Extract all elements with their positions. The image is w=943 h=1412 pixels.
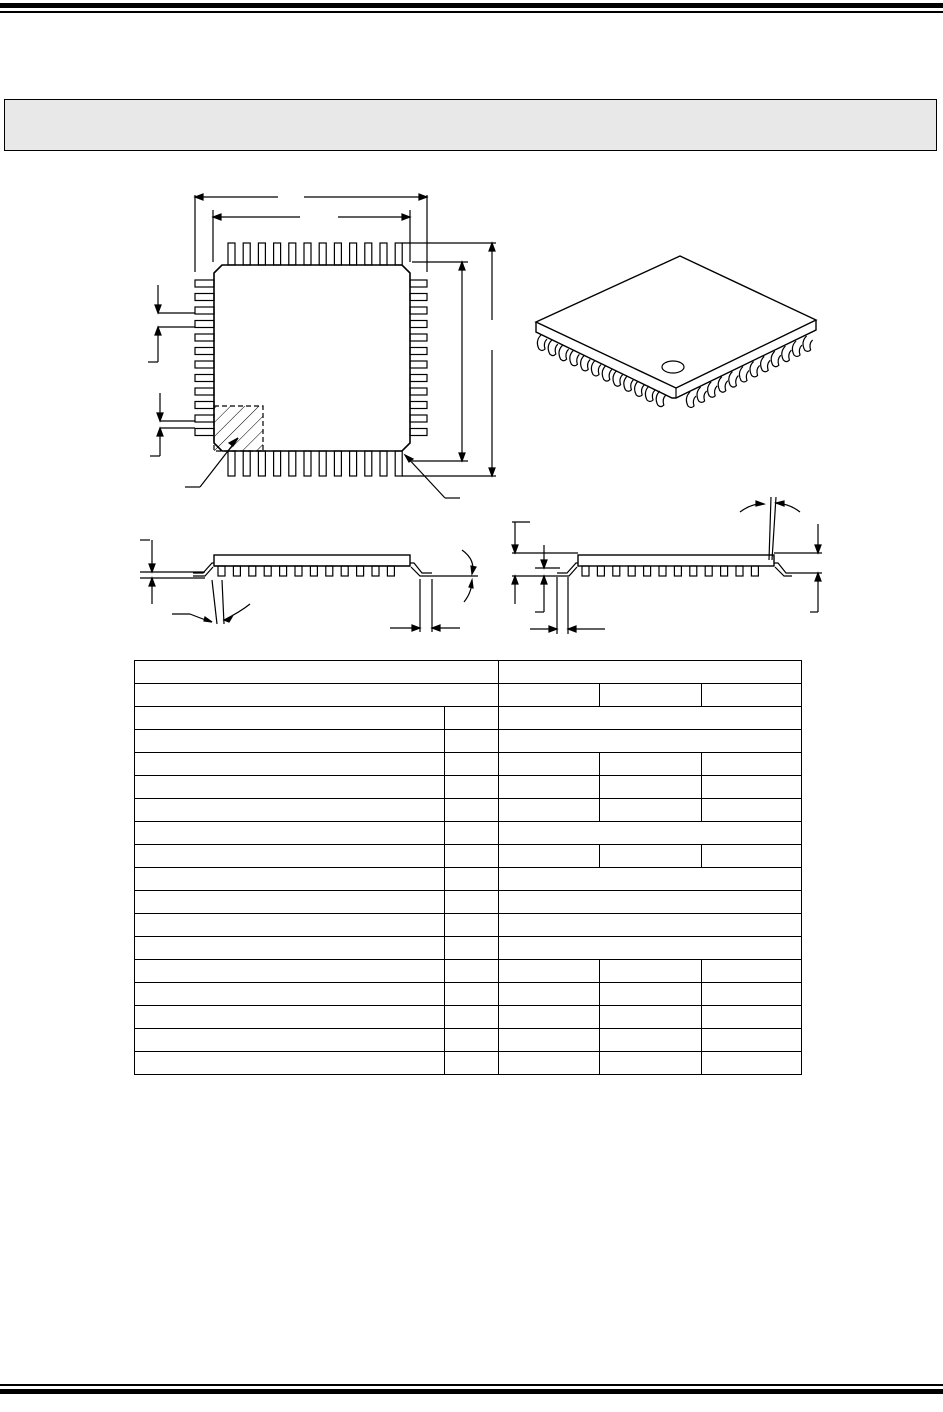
right-pin <box>410 307 427 314</box>
dimension-name-cell <box>135 730 445 753</box>
dimension-symbol-cell <box>445 753 499 776</box>
iso-pin-right <box>739 367 749 383</box>
side-pin <box>613 566 620 576</box>
top-thin-rule <box>0 11 943 13</box>
dimension-nom-cell <box>600 799 702 822</box>
package-drawing <box>0 160 943 640</box>
table-row <box>135 845 802 868</box>
table-row <box>135 707 802 730</box>
left-pin <box>195 429 214 436</box>
bottom-pin <box>274 451 281 476</box>
dimension-min-cell <box>499 983 600 1006</box>
header-units-cell <box>499 661 802 684</box>
header-min-cell <box>499 684 600 707</box>
table-row <box>135 1052 802 1075</box>
left-pin <box>195 307 214 314</box>
dimension-nom-cell <box>600 1029 702 1052</box>
left-pin <box>195 321 214 328</box>
top-pin <box>243 243 250 265</box>
dimension-max-cell <box>702 960 802 983</box>
top-pin <box>289 243 296 265</box>
table-row <box>135 868 802 891</box>
side-pin <box>659 566 666 576</box>
dimension-value-cell <box>499 868 802 891</box>
dimension-value-cell <box>499 707 802 730</box>
iso-pin-right <box>697 387 707 403</box>
top-pin <box>319 243 326 265</box>
title-banner <box>4 99 937 151</box>
dimension-symbol-cell <box>445 776 499 799</box>
right-pin <box>410 321 427 328</box>
header-label-cell <box>135 661 499 684</box>
bottom-pin <box>365 451 372 476</box>
dimension-name-cell <box>135 822 445 845</box>
left-pin <box>195 375 214 382</box>
side-pin <box>751 566 758 576</box>
table-row <box>135 730 802 753</box>
dimension-max-cell <box>702 1029 802 1052</box>
side-pin <box>341 566 348 576</box>
dimension-value-cell <box>499 730 802 753</box>
dimension-symbol-cell <box>445 822 499 845</box>
dimension-name-cell <box>135 983 445 1006</box>
left-pin <box>195 294 214 301</box>
side-pin <box>721 566 728 576</box>
iso-pin-right <box>729 372 739 388</box>
bottom-pin <box>258 451 265 476</box>
dimension-name-cell <box>135 776 445 799</box>
iso-pin-right <box>782 346 792 362</box>
bottom-thin-rule <box>0 1384 943 1386</box>
dimension-max-cell <box>702 753 802 776</box>
side-pin <box>264 566 271 576</box>
left-pin <box>195 361 214 368</box>
bottom-pin <box>243 451 250 476</box>
iso-pin-right <box>771 351 781 367</box>
side-pin <box>628 566 635 576</box>
side-pin <box>233 566 240 576</box>
side-pin <box>357 566 364 576</box>
dimension-symbol-cell <box>445 1029 499 1052</box>
table-row <box>135 799 802 822</box>
dimension-symbol-cell <box>445 845 499 868</box>
dimension-nom-cell <box>600 983 702 1006</box>
dimension-name-cell <box>135 1052 445 1075</box>
table-row <box>135 891 802 914</box>
dimension-symbol-cell <box>445 914 499 937</box>
dimension-name-cell <box>135 960 445 983</box>
table-row <box>135 914 802 937</box>
side-pin <box>674 566 681 576</box>
table-row <box>135 937 802 960</box>
right-pin <box>410 415 427 422</box>
dimension-name-cell <box>135 799 445 822</box>
header-nom-cell <box>600 684 702 707</box>
top-pin <box>395 243 402 265</box>
side-pin <box>387 566 394 576</box>
dimension-name-cell <box>135 1006 445 1029</box>
package-side-view-left <box>140 540 478 632</box>
dimension-min-cell <box>499 753 600 776</box>
left-pin <box>195 388 214 395</box>
right-pin <box>410 402 427 409</box>
iso-pin-right <box>686 392 696 408</box>
dimension-symbol-cell <box>445 707 499 730</box>
table-row <box>135 822 802 845</box>
iso-pin-right <box>803 336 813 352</box>
side-pin <box>295 566 302 576</box>
dimension-symbol-cell <box>445 983 499 1006</box>
dimension-nom-cell <box>600 776 702 799</box>
side-pin <box>597 566 604 576</box>
dimension-min-cell <box>499 1052 600 1075</box>
table-row <box>135 960 802 983</box>
bottom-thick-rule <box>0 1389 943 1394</box>
header-limits-label-cell <box>135 684 499 707</box>
table-row <box>135 1029 802 1052</box>
dimension-max-cell <box>702 799 802 822</box>
table-row <box>135 776 802 799</box>
left-pin <box>195 280 214 287</box>
bottom-pin <box>289 451 296 476</box>
right-pin <box>410 375 427 382</box>
side-pin <box>644 566 651 576</box>
table-row <box>135 1006 802 1029</box>
left-pin <box>195 402 214 409</box>
package-top-view <box>148 194 496 498</box>
dimension-max-cell <box>702 845 802 868</box>
top-pin <box>380 243 387 265</box>
dimension-symbol-cell <box>445 937 499 960</box>
dimension-min-cell <box>499 845 600 868</box>
dimension-name-cell <box>135 891 445 914</box>
side-pin <box>280 566 287 576</box>
left-pin <box>195 348 214 355</box>
top-pin <box>304 243 311 265</box>
side-pin <box>326 566 333 576</box>
side-pin <box>310 566 317 576</box>
dimension-name-cell <box>135 1029 445 1052</box>
iso-pin-right <box>750 361 760 377</box>
side-pin <box>705 566 712 576</box>
dimension-min-cell <box>499 1029 600 1052</box>
bottom-pin <box>228 451 235 476</box>
dimension-value-cell <box>499 914 802 937</box>
dimension-nom-cell <box>600 960 702 983</box>
bottom-pin <box>380 451 387 476</box>
dimension-symbol-cell <box>445 799 499 822</box>
bottom-pin <box>304 451 311 476</box>
dimension-value-cell <box>499 937 802 960</box>
top-pin <box>365 243 372 265</box>
package-side-view-right <box>512 497 822 634</box>
dimension-min-cell <box>499 960 600 983</box>
dimension-name-cell <box>135 937 445 960</box>
dimension-max-cell <box>702 983 802 1006</box>
header-max-cell <box>702 684 802 707</box>
iso-pin-right <box>708 382 718 398</box>
dimension-symbol-cell <box>445 1006 499 1029</box>
right-pin <box>410 348 427 355</box>
bottom-pin <box>319 451 326 476</box>
bottom-pin <box>350 451 357 476</box>
dimension-name-cell <box>135 707 445 730</box>
package-isometric-view <box>536 256 816 408</box>
dimension-symbol-cell <box>445 960 499 983</box>
table-row <box>135 983 802 1006</box>
dimension-name-cell <box>135 914 445 937</box>
dimension-nom-cell <box>600 845 702 868</box>
dimension-name-cell <box>135 753 445 776</box>
dimension-min-cell <box>499 776 600 799</box>
dimension-table <box>134 660 802 1075</box>
table-header-row <box>135 661 802 684</box>
dimension-value-cell <box>499 822 802 845</box>
dimension-symbol-cell <box>445 730 499 753</box>
left-pin <box>195 415 214 422</box>
bottom-pin <box>395 451 402 476</box>
top-pin <box>350 243 357 265</box>
iso-pin-right <box>792 341 802 357</box>
right-pin <box>410 334 427 341</box>
right-pin <box>410 429 427 436</box>
dimension-value-cell <box>499 891 802 914</box>
dimension-symbol-cell <box>445 1052 499 1075</box>
left-pin <box>195 334 214 341</box>
right-pin <box>410 361 427 368</box>
side-pin <box>690 566 697 576</box>
dimension-name-cell <box>135 868 445 891</box>
dimension-max-cell <box>702 1006 802 1029</box>
dimension-nom-cell <box>600 753 702 776</box>
dimension-min-cell <box>499 799 600 822</box>
side-pin <box>372 566 379 576</box>
top-pin <box>334 243 341 265</box>
table-row <box>135 753 802 776</box>
top-pin <box>274 243 281 265</box>
table-header-row <box>135 684 802 707</box>
iso-pin-right <box>718 377 728 393</box>
right-pin <box>410 280 427 287</box>
side-pin <box>249 566 256 576</box>
side-pin <box>736 566 743 576</box>
side-pin <box>218 566 225 576</box>
dimension-name-cell <box>135 845 445 868</box>
top-pin <box>258 243 265 265</box>
dimension-symbol-cell <box>445 891 499 914</box>
dimension-max-cell <box>702 776 802 799</box>
dimension-nom-cell <box>600 1052 702 1075</box>
bottom-pin <box>334 451 341 476</box>
dimension-min-cell <box>499 1006 600 1029</box>
side-pin <box>582 566 589 576</box>
iso-pin-right <box>761 356 771 372</box>
dimension-symbol-cell <box>445 868 499 891</box>
right-pin <box>410 294 427 301</box>
right-pin <box>410 388 427 395</box>
dimension-max-cell <box>702 1052 802 1075</box>
dimension-nom-cell <box>600 1006 702 1029</box>
top-pin <box>228 243 235 265</box>
top-thick-rule <box>0 3 943 8</box>
